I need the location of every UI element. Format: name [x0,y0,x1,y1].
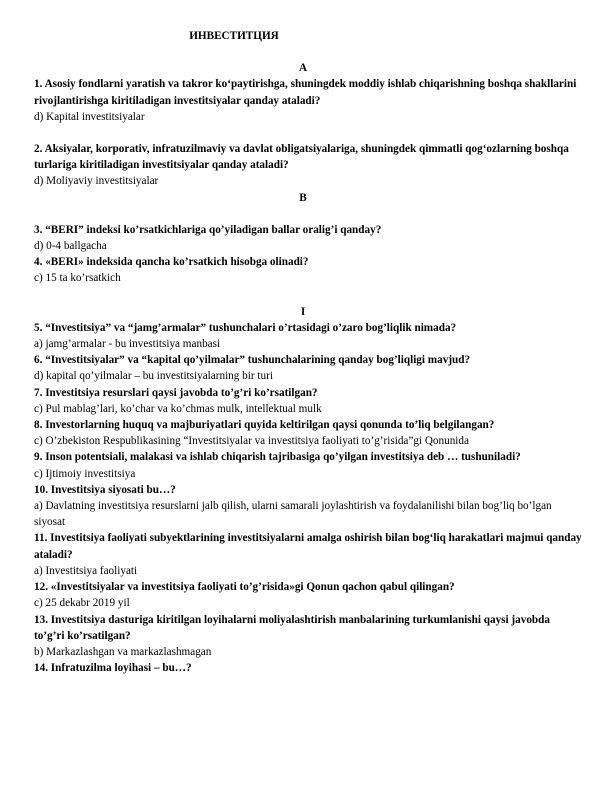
answer-5: a) jamg’armalar - bu investitsiya manbasi [34,338,221,351]
spacer [34,125,582,141]
question-10: 10. Investitsiya siyosati bu…? [34,483,176,496]
document-title: ИНВЕСТИТЦИЯ [189,30,279,42]
answer-4: c) 15 ta ko’rsatkich [34,272,121,285]
document-page [34,28,582,676]
question-9: 9. Inson potentsiali, malakasi va ishlab chiqarish tajribasiga qo’yilgan investitsiya deb … tushuniladi? [34,451,521,464]
answer-13: b) Markazlashgan va markazlashmagan [34,645,212,658]
spacer [34,287,582,304]
answer-2: d) Moliyaviy investitsiyalar [34,175,159,188]
question-8: 8. Investorlarning huquq va majburiyatlari quyida keltirilgan qaysi qonunda to’liq belgilangan? [34,419,495,432]
question-14: 14. Infratuzilma loyihasi – bu…? [34,662,192,675]
section-heading-b: B [299,191,307,204]
answer-12: c) 25 dekabr 2019 yil [34,597,130,610]
question-11: 11. Investitsiya faoliyati subyektlarining investitsiyalarni amalga oshirish bilan bog‘liq harakatlari majmui qanday ataladi? [34,532,582,561]
question-5: 5. “Investitsiya” va “jamg’armalar” tushunchalari o’rtasidagi o’zaro bog’liqlik nimada? [34,321,457,334]
section-heading-a: A [298,62,308,75]
question-13: 13. Investitsiya dasturiga kiritilgan loyihalarni moliyalashtirish manbalarining turkumlanishi qaysi javobda to’g’ri ko’rsatilgan? [34,613,550,642]
answer-3: d) 0-4 ballgacha [34,240,107,253]
question-1: 1. Asosiy fondlarni yaratish va takror ko‘paytirishga, shuningdek moddiy ishlab chiqarishning boshqa shakllarini rivojlantirishga kiritiladigan investitsiyalar qanday ataladi? [34,78,577,107]
question-3: 3. “BERI” indeksi ko’rsatkichlariga qo’yiladigan ballar oralig’i qanday? [34,223,382,236]
answer-8: c) O’zbekiston Respublikasining “Investitsiyalar va investitsiya faoliyati to’g’risida”gi Qonunida [34,435,469,448]
question-2: 2. Aksiyalar, korporativ, infratuzilmaviy va davlat obligatsiyalariga, shuningdek qimmatli qog‘ozlarning boshqa turlariga kiritiladigan investitsiyalar qanday ataladi? [34,143,569,172]
answer-1: d) Kapital investitsiyalar [34,110,145,123]
answer-10: a) Davlatning investitsiya resurslarni jalb qilish, ularni samarali joylashtirish va foydalanilishi bilan bog’liq bo’lgan siyosat [34,500,552,529]
answer-6: d) kapital qo’yilmalar – bu investitsiyalarning bir turi [34,370,273,383]
question-6: 6. “Investitsiyalar” va “kapital qo’yilmalar” tushunchalarining qanday bog’liqligi mavjud? [34,354,471,367]
question-4: 4. «BERI» indeksida qancha ko’rsatkich hisobga olinadi? [34,256,309,269]
section-heading-i: I [300,305,306,318]
question-7: 7. Investitsiya resurslari qaysi javobda to’g’ri ko’rsatilgan? [34,386,318,399]
answer-9: c) Ijtimoiy investitsiya [34,467,136,480]
answer-7: c) Pul mablag’lari, ko’char va ko’chmas mulk, intellektual mulk [34,402,322,415]
question-12: 12. «Investitsiyalar va investitsiya faoliyati to’g’risida»gi Qonun qachon qabul qilingan? [34,581,455,594]
answer-11: a) Investitsiya faoliyati [34,564,138,577]
